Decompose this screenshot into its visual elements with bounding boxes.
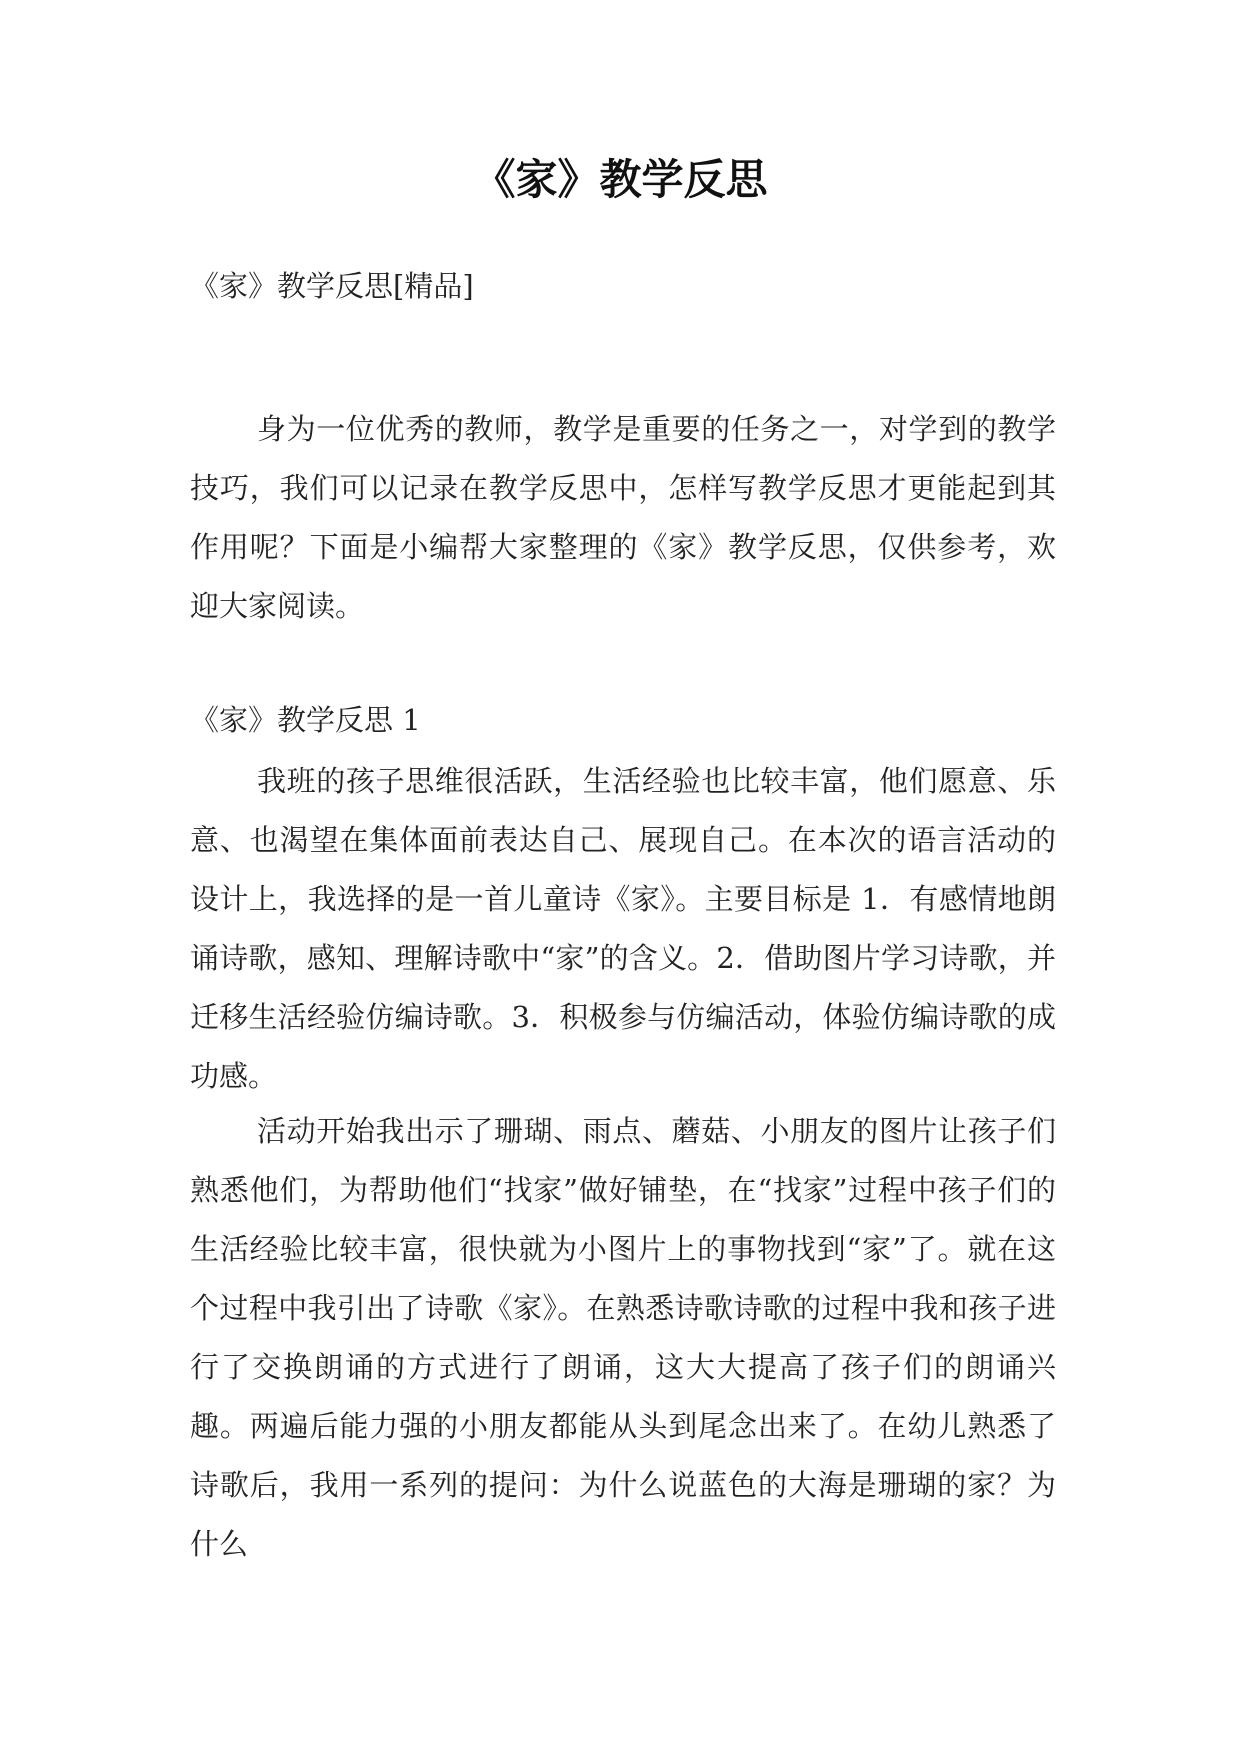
body-paragraph: 我班的孩子思维很活跃，生活经验也比较丰富，他们愿意、乐意、也渴望在集体面前表达自己、展现自己。在本次的语言活动的设计上，我选择的是一首儿童诗《家》。主要目标是 1．有感情地朗诵诗歌，感知、理解诗歌中“家”的含义。2．借助图片学习诗歌，并迁移生活经验仿编诗歌。3．积极参与仿编活动，体验仿编诗歌的成功感。	[190, 764, 1056, 1093]
document-subtitle: 《家》教学反思[精品]	[190, 269, 474, 303]
body-paragraph: 活动开始我出示了珊瑚、雨点、蘑菇、小朋友的图片让孩子们熟悉他们，为帮助他们“找家”做好铺垫，在“找家”过程中孩子们的生活经验比较丰富，很快就为小图片上的事物找到“家”了。就在这个过程中我引出了诗歌《家》。在熟悉诗歌诗歌的过程中我和孩子进行了交换朗诵的方式进行了朗诵，这大大提高了孩子们的朗诵兴趣。两遍后能力强的小朋友都能从头到尾念出来了。在幼儿熟悉了诗歌后，我用一系列的提问：为什么说蓝色的大海是珊瑚的家？为什么	[190, 1114, 1056, 1561]
intro-paragraph: 身为一位优秀的教师，教学是重要的任务之一，对学到的教学技巧，我们可以记录在教学反思中，怎样写教学反思才更能起到其作用呢？下面是小编帮大家整理的《家》教学反思，仅供参考，欢迎大家阅读。	[190, 412, 1056, 623]
document-title: 《家》教学反思	[473, 155, 768, 204]
section-heading: 《家》教学反思 1	[190, 703, 421, 737]
